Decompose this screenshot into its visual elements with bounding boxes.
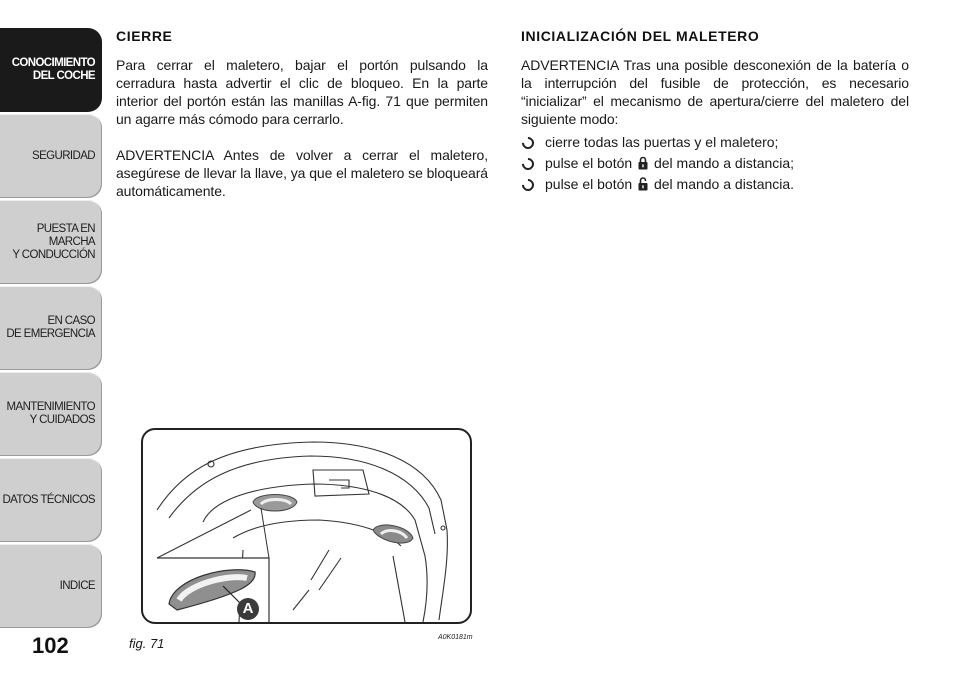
section-cierre — [116, 28, 488, 200]
handle-left — [253, 495, 297, 512]
tab-label: PUESTA EN MARCHA Y CONDUCCIÓN — [12, 222, 95, 261]
list-item-text: cierre todas las puertas y el maletero; — [545, 134, 779, 150]
lock-closed-icon — [638, 156, 648, 170]
list-item — [521, 132, 909, 153]
bullet-icon — [520, 135, 537, 152]
figure-caption: fig. 71 — [129, 636, 165, 651]
list-item-text: pulse el botón — [545, 155, 633, 171]
tab-label: EN CASO DE EMERGENCIA — [6, 315, 95, 340]
warning-paragraph: ADVERTENCIA Tras una posible desconexión de la batería o la interrupción del fusible de protección, es necesario “inicializar” el mecanismo de apertura/cierre del maletero del siguiente modo: — [521, 57, 909, 127]
callout-a-badge — [237, 598, 259, 620]
figure-trunk-handles — [141, 428, 472, 624]
tab-label: MANTENIMIENTO Y CUIDADOS — [6, 401, 95, 426]
tab-label: INDICE — [59, 579, 95, 592]
callout-label: A — [242, 600, 254, 617]
tab-conocimiento-del-coche[interactable] — [0, 28, 102, 112]
list-item-text: del mando a distancia; — [653, 155, 795, 171]
bullet-icon — [520, 177, 537, 194]
steps-list — [521, 132, 909, 195]
section-inicializacion — [521, 28, 909, 195]
page-number: 102 — [32, 633, 69, 658]
tab-label: CONOCIMIENTO DEL COCHE — [11, 57, 95, 82]
bullet-icon — [520, 156, 537, 173]
trunk-illustration — [143, 430, 470, 622]
tab-mantenimiento[interactable] — [0, 372, 102, 456]
tab-label: DATOS TÉCNICOS — [2, 493, 95, 506]
body-paragraph: Para cerrar el maletero, bajar el portón pulsando la cerradura hasta advertir el clic de bloqueo. En la parte interior del portón están las manillas A-fig. 71 que permiten un agarre más cómodo para cerrarlo. — [116, 57, 488, 127]
handle-right — [373, 525, 413, 543]
tab-en-caso-de-emergencia[interactable] — [0, 286, 102, 370]
tab-indice[interactable] — [0, 544, 102, 628]
tab-label: SEGURIDAD — [32, 149, 95, 162]
list-item-text: pulse el botón — [545, 176, 633, 192]
tab-puesta-en-marcha[interactable] — [0, 200, 102, 284]
warning-paragraph: ADVERTENCIA Antes de volver a cerrar el maletero, asegúrese de llevar la llave, ya que el maletero se bloqueará automáticamente. — [116, 147, 488, 199]
list-item — [521, 174, 909, 195]
tab-datos-tecnicos[interactable] — [0, 458, 102, 542]
lock-open-icon — [638, 177, 648, 191]
list-item — [521, 153, 909, 174]
figure-code: A0K0181m — [438, 634, 473, 641]
section-heading: CIERRE — [116, 28, 173, 44]
tab-seguridad[interactable] — [0, 114, 102, 198]
list-item-text: del mando a distancia. — [653, 176, 795, 192]
section-heading: INICIALIZACIÓN DEL MALETERO — [521, 28, 760, 44]
